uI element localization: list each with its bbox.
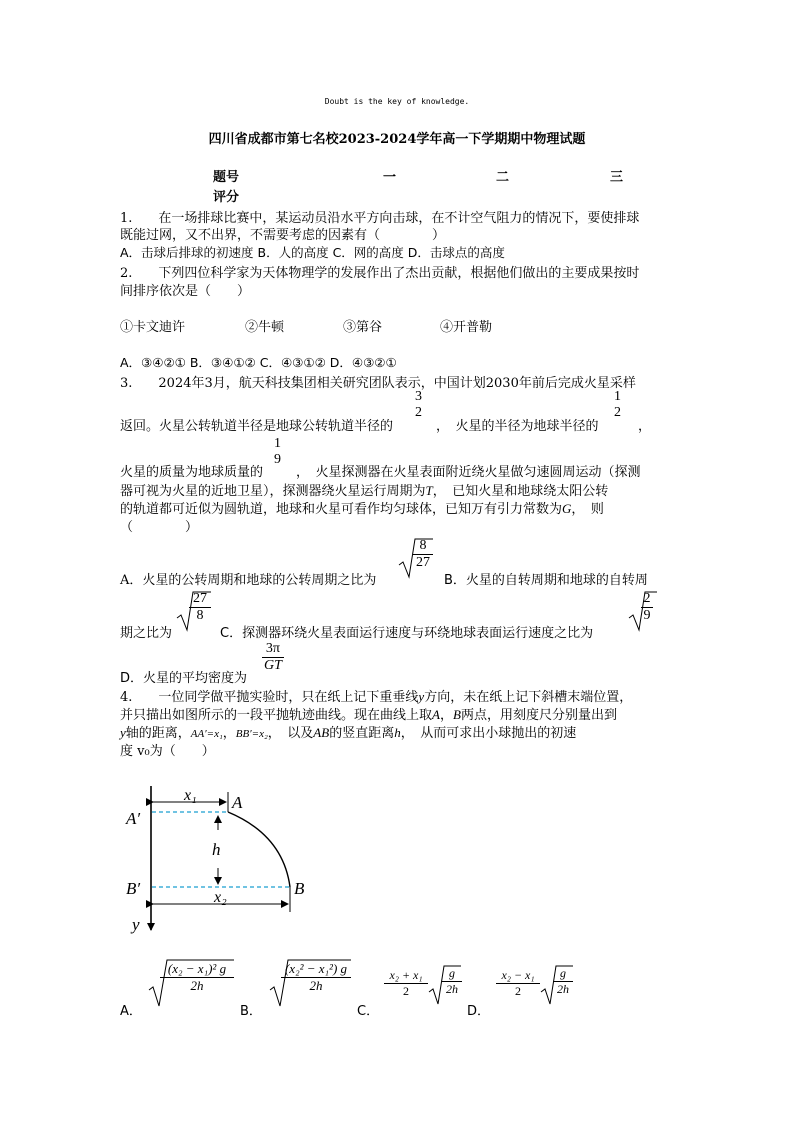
q3-frac-1-2: 1 2	[614, 389, 621, 420]
q3-option-d-frac: $\frac{3\pi}{GT}$	[264, 641, 282, 673]
q2-options: A．③④②① B．③④①② C．④③①② D．④③②①	[120, 355, 397, 370]
score-table-topic-label: 题号	[213, 170, 240, 185]
q1-options: A．击球后排球的初速度 B．人的高度 C．网的高度 D．击球点的高度	[120, 245, 505, 260]
label-y: y	[132, 915, 140, 934]
label-x1: x₁	[184, 787, 197, 804]
label-b-prime: B′	[126, 879, 141, 898]
q3-option-c-frac: $\frac{2}{9}$	[641, 591, 653, 624]
q4-line4: 度 v₀为（ ）	[120, 744, 215, 759]
q3-option-b-frac: $\frac{27}{8}$	[189, 591, 211, 624]
q3-line3a: 火星的质量为地球质量的	[120, 465, 264, 480]
q3-option-b-cont: 期之比为	[120, 626, 173, 641]
q4-option-a-label: A．	[120, 1004, 142, 1019]
q1-line1: 1. 在一场排球比赛中，某运动员沿水平方向击球，在不计空气阻力的情况下，要使排球	[120, 211, 640, 226]
label-a-prime: A′	[126, 809, 141, 828]
q4-line3: y轴的距离，AA′=x₁，BB′=x₂， 以及AB的竖直距离h， 从而可求出小球抛出的初速	[120, 725, 577, 741]
q4-option-b-label: B．	[240, 1004, 262, 1019]
q3-option-a-frac: $\frac{8}{27}$	[413, 538, 433, 571]
q4-option-a-frac: $\frac{\text{(x₂ − x₁)² g}}{2h}$	[160, 961, 234, 994]
q4-line1: 4. 一位同学做平抛实验时，只在纸上记下重垂线y方向，未在纸上记下斜槽末端位置，	[120, 689, 633, 705]
label-b: B	[294, 879, 305, 898]
q3-frac-3-2: 3 2	[415, 389, 422, 420]
q1-line2: 既能过网，又不出界，不需要考虑的因素有（ ）	[120, 228, 446, 243]
q2-line2: 间排序依次是（ ）	[120, 284, 251, 299]
q3-option-b: B．火星的自转周期和地球的自转周	[444, 573, 648, 588]
q4-option-c-root-frac: $\frac{g}{2h}$	[442, 966, 462, 997]
q3-line2: 返回。火星公转轨道半径是地球公转轨道半径的	[120, 419, 394, 434]
motto: Doubt is the key of knowledge.	[324, 97, 470, 106]
q4-line2: 并只描出如图所示的一段平抛轨迹曲线。现在曲线上取A，B两点，用刻度尺分别量出到	[120, 707, 617, 723]
q4-option-d-frac: $\frac{\text{x₂ − x₁}}{2}$	[496, 968, 540, 999]
q3-line5: 的轨道都可近似为圆轨道，地球和火星可看作均匀球体，已知万有引力常数为G， 则	[120, 501, 604, 517]
q4-option-c-label: C．	[357, 1004, 380, 1019]
trajectory-curve	[228, 812, 290, 887]
q3-line4: 器可视为火星的近地卫星），探测器绕火星运行周期为T， 已知火星和地球绕太阳公转	[120, 483, 609, 499]
score-table-score-label: 评分	[213, 190, 240, 205]
q3-option-d: D．火星的平均密度为	[120, 671, 248, 686]
q3-frac-1-9: 1 9	[274, 436, 281, 467]
page-title: 四川省成都市第七名校2023-2024学年高一下学期期中物理试题	[208, 132, 586, 147]
q3-line2b: ， 火星的半径为地球半径的	[436, 419, 599, 434]
label-a: A	[232, 793, 243, 812]
q3-line2c: ，	[638, 419, 652, 434]
score-table-col3: 三	[610, 170, 624, 185]
q4-trajectory-figure	[118, 780, 318, 940]
label-h: h	[212, 840, 221, 859]
q3-option-c: C．探测器环绕火星表面运行速度与环绕地球表面运行速度之比为	[220, 626, 594, 641]
q2-item4: ④开普勒	[440, 320, 493, 335]
score-table-col1: 一	[383, 170, 397, 185]
q2-item3: ③第谷	[343, 320, 383, 335]
q4-option-c-frac: $\frac{\text{x₂ + x₁}}{2}$	[384, 968, 428, 999]
q4-option-b-frac: $\frac{\text{(x₂² − x₁²) g}}{2h}$	[281, 961, 351, 994]
q3-line1: 3. 2024年3月，航天科技集团相关研究团队表示，中国计划2030年前后完成火星采样	[120, 376, 636, 391]
q2-line1: 2. 下列四位科学家为天体物理学的发展作出了杰出贡献，根据他们做出的主要成果按时	[120, 266, 640, 281]
score-table-col2: 二	[496, 170, 510, 185]
q3-option-a: A．火星的公转周期和地球的公转周期之比为	[120, 573, 377, 588]
q4-option-d-label: D．	[467, 1004, 491, 1019]
q2-item2: ②牛顿	[245, 320, 285, 335]
q3-line6: （ ）	[120, 520, 199, 535]
q3-line3b: ， 火星探测器在火星表面附近绕火星做匀速圆周运动（探测	[296, 465, 641, 480]
q4-option-d-root-frac: $\frac{g}{2h}$	[553, 966, 573, 997]
q2-item1: ①卡文迪许	[120, 320, 186, 335]
label-x2: x₂	[214, 889, 227, 906]
